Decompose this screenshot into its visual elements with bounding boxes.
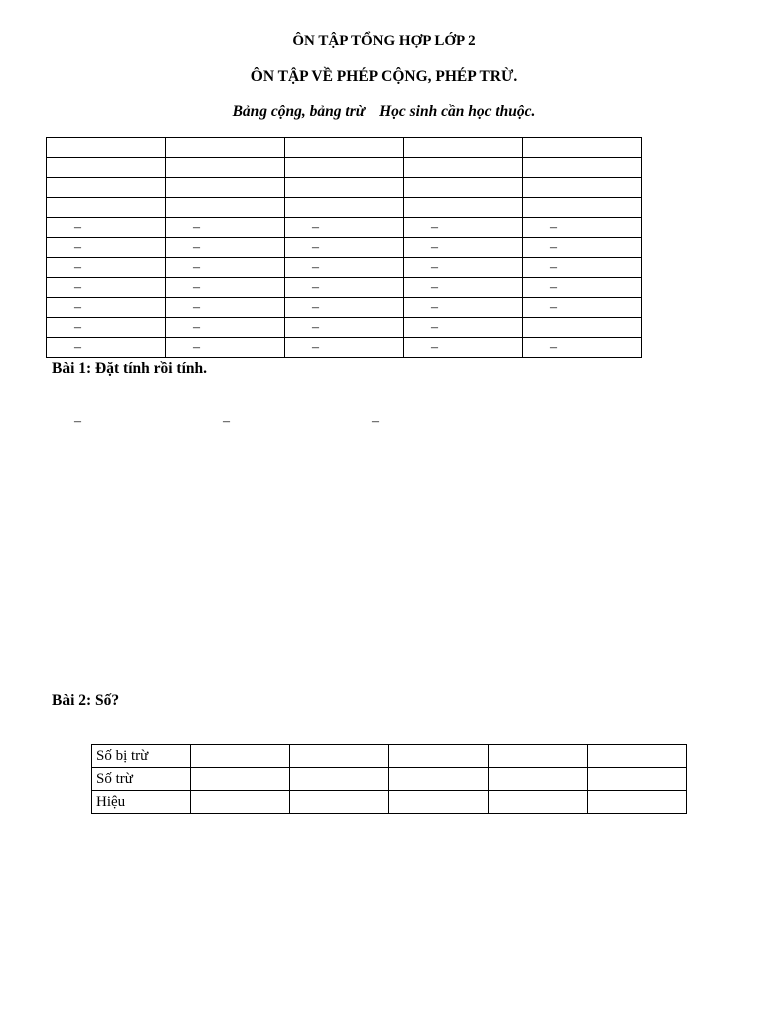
table-cell[interactable] bbox=[404, 138, 523, 158]
table-cell[interactable]: – bbox=[285, 218, 404, 238]
table-cell[interactable]: – bbox=[166, 218, 285, 238]
table-row bbox=[47, 138, 642, 158]
table-row bbox=[47, 258, 642, 278]
table-row bbox=[92, 791, 687, 814]
table-cell[interactable]: – bbox=[47, 238, 166, 258]
table-cell[interactable] bbox=[404, 178, 523, 198]
worksheet-subtitle: ÔN TẬP VỀ PHÉP CỘNG, PHÉP TRỪ. bbox=[250, 68, 518, 85]
table-cell[interactable] bbox=[523, 158, 642, 178]
table-cell[interactable]: – bbox=[285, 278, 404, 298]
table-cell[interactable]: – bbox=[404, 258, 523, 278]
table-cell[interactable]: – bbox=[47, 278, 166, 298]
table-cell[interactable]: – bbox=[285, 238, 404, 258]
table-cell[interactable]: – bbox=[166, 318, 285, 338]
table-cell[interactable]: – bbox=[404, 218, 523, 238]
table-cell[interactable]: – bbox=[523, 218, 642, 238]
table-cell[interactable] bbox=[166, 138, 285, 158]
table-row bbox=[47, 238, 642, 258]
answer-cell[interactable] bbox=[191, 768, 290, 791]
table-cell[interactable] bbox=[47, 198, 166, 218]
table-cell[interactable]: – bbox=[47, 258, 166, 278]
table-cell[interactable]: – bbox=[47, 218, 166, 238]
addition-subtraction-table bbox=[46, 137, 642, 358]
table-cell[interactable] bbox=[523, 138, 642, 158]
answer-cell[interactable] bbox=[587, 745, 686, 768]
table-cell[interactable]: – bbox=[404, 278, 523, 298]
minus-sign-1: – bbox=[74, 414, 81, 429]
note-left: Bảng cộng, bảng trừ bbox=[232, 103, 366, 120]
table-cell[interactable]: – bbox=[404, 238, 523, 258]
answer-cell[interactable] bbox=[488, 768, 587, 791]
table-row bbox=[47, 318, 642, 338]
answer-cell[interactable] bbox=[389, 791, 488, 814]
table-cell[interactable]: – bbox=[523, 258, 642, 278]
table-cell[interactable] bbox=[523, 178, 642, 198]
table-row bbox=[47, 338, 642, 358]
table-cell[interactable] bbox=[523, 198, 642, 218]
table-cell[interactable]: – bbox=[166, 278, 285, 298]
table-cell[interactable] bbox=[47, 178, 166, 198]
table-cell[interactable]: – bbox=[285, 298, 404, 318]
table-cell[interactable]: – bbox=[404, 318, 523, 338]
answer-cell[interactable] bbox=[191, 745, 290, 768]
minus-sign-3: – bbox=[372, 414, 379, 429]
table-cell[interactable]: – bbox=[47, 298, 166, 318]
answer-cell[interactable] bbox=[389, 745, 488, 768]
table-row bbox=[47, 158, 642, 178]
table-row bbox=[92, 745, 687, 768]
answer-cell[interactable] bbox=[488, 791, 587, 814]
table-cell[interactable]: – bbox=[166, 338, 285, 358]
table-cell[interactable] bbox=[285, 158, 404, 178]
table-cell[interactable]: – bbox=[285, 318, 404, 338]
table-row bbox=[47, 218, 642, 238]
row-label: Hiệu bbox=[92, 791, 191, 814]
table-row bbox=[47, 298, 642, 318]
answer-cell[interactable] bbox=[290, 791, 389, 814]
table-row bbox=[92, 768, 687, 791]
answer-cell[interactable] bbox=[290, 768, 389, 791]
table-cell[interactable]: – bbox=[523, 238, 642, 258]
table-cell[interactable]: – bbox=[47, 338, 166, 358]
table-cell[interactable] bbox=[404, 158, 523, 178]
worksheet-title: ÔN TẬP TỔNG HỢP LỚP 2 bbox=[292, 33, 476, 49]
row-label: Số trừ bbox=[92, 768, 191, 791]
table-cell[interactable]: – bbox=[523, 338, 642, 358]
table-cell[interactable]: – bbox=[166, 298, 285, 318]
minus-sign-2: – bbox=[223, 414, 230, 429]
exercise-2-title: Bài 2: Số? bbox=[52, 692, 120, 709]
table-row bbox=[47, 278, 642, 298]
table-cell[interactable] bbox=[166, 198, 285, 218]
table-cell[interactable] bbox=[47, 138, 166, 158]
table-cell[interactable] bbox=[47, 158, 166, 178]
table-cell[interactable]: – bbox=[166, 238, 285, 258]
table-cell[interactable]: – bbox=[404, 338, 523, 358]
table-row bbox=[47, 198, 642, 218]
row-label: Số bị trừ bbox=[92, 745, 191, 768]
answer-cell[interactable] bbox=[587, 791, 686, 814]
worksheet-note bbox=[0, 103, 768, 121]
exercise-1-title: Bài 1: Đặt tính rồi tính. bbox=[52, 360, 208, 377]
note-right: Học sinh cần học thuộc. bbox=[379, 103, 536, 120]
answer-cell[interactable] bbox=[488, 745, 587, 768]
table-cell[interactable]: – bbox=[523, 298, 642, 318]
table-cell[interactable] bbox=[285, 178, 404, 198]
exercise-2-table bbox=[91, 744, 687, 814]
answer-cell[interactable] bbox=[587, 768, 686, 791]
table-cell[interactable] bbox=[404, 198, 523, 218]
answer-cell[interactable] bbox=[290, 745, 389, 768]
table-cell[interactable]: – bbox=[47, 318, 166, 338]
table-cell[interactable]: – bbox=[523, 278, 642, 298]
table-cell[interactable]: – bbox=[285, 258, 404, 278]
answer-cell[interactable] bbox=[389, 768, 488, 791]
table-cell[interactable] bbox=[166, 178, 285, 198]
answer-cell[interactable] bbox=[191, 791, 290, 814]
table-cell[interactable]: – bbox=[404, 298, 523, 318]
table-cell[interactable] bbox=[285, 138, 404, 158]
table-cell[interactable] bbox=[166, 158, 285, 178]
table-cell[interactable] bbox=[285, 198, 404, 218]
table-row bbox=[47, 178, 642, 198]
table-cell[interactable]: – bbox=[285, 338, 404, 358]
table-cell[interactable] bbox=[523, 318, 642, 338]
table-cell[interactable]: – bbox=[166, 258, 285, 278]
